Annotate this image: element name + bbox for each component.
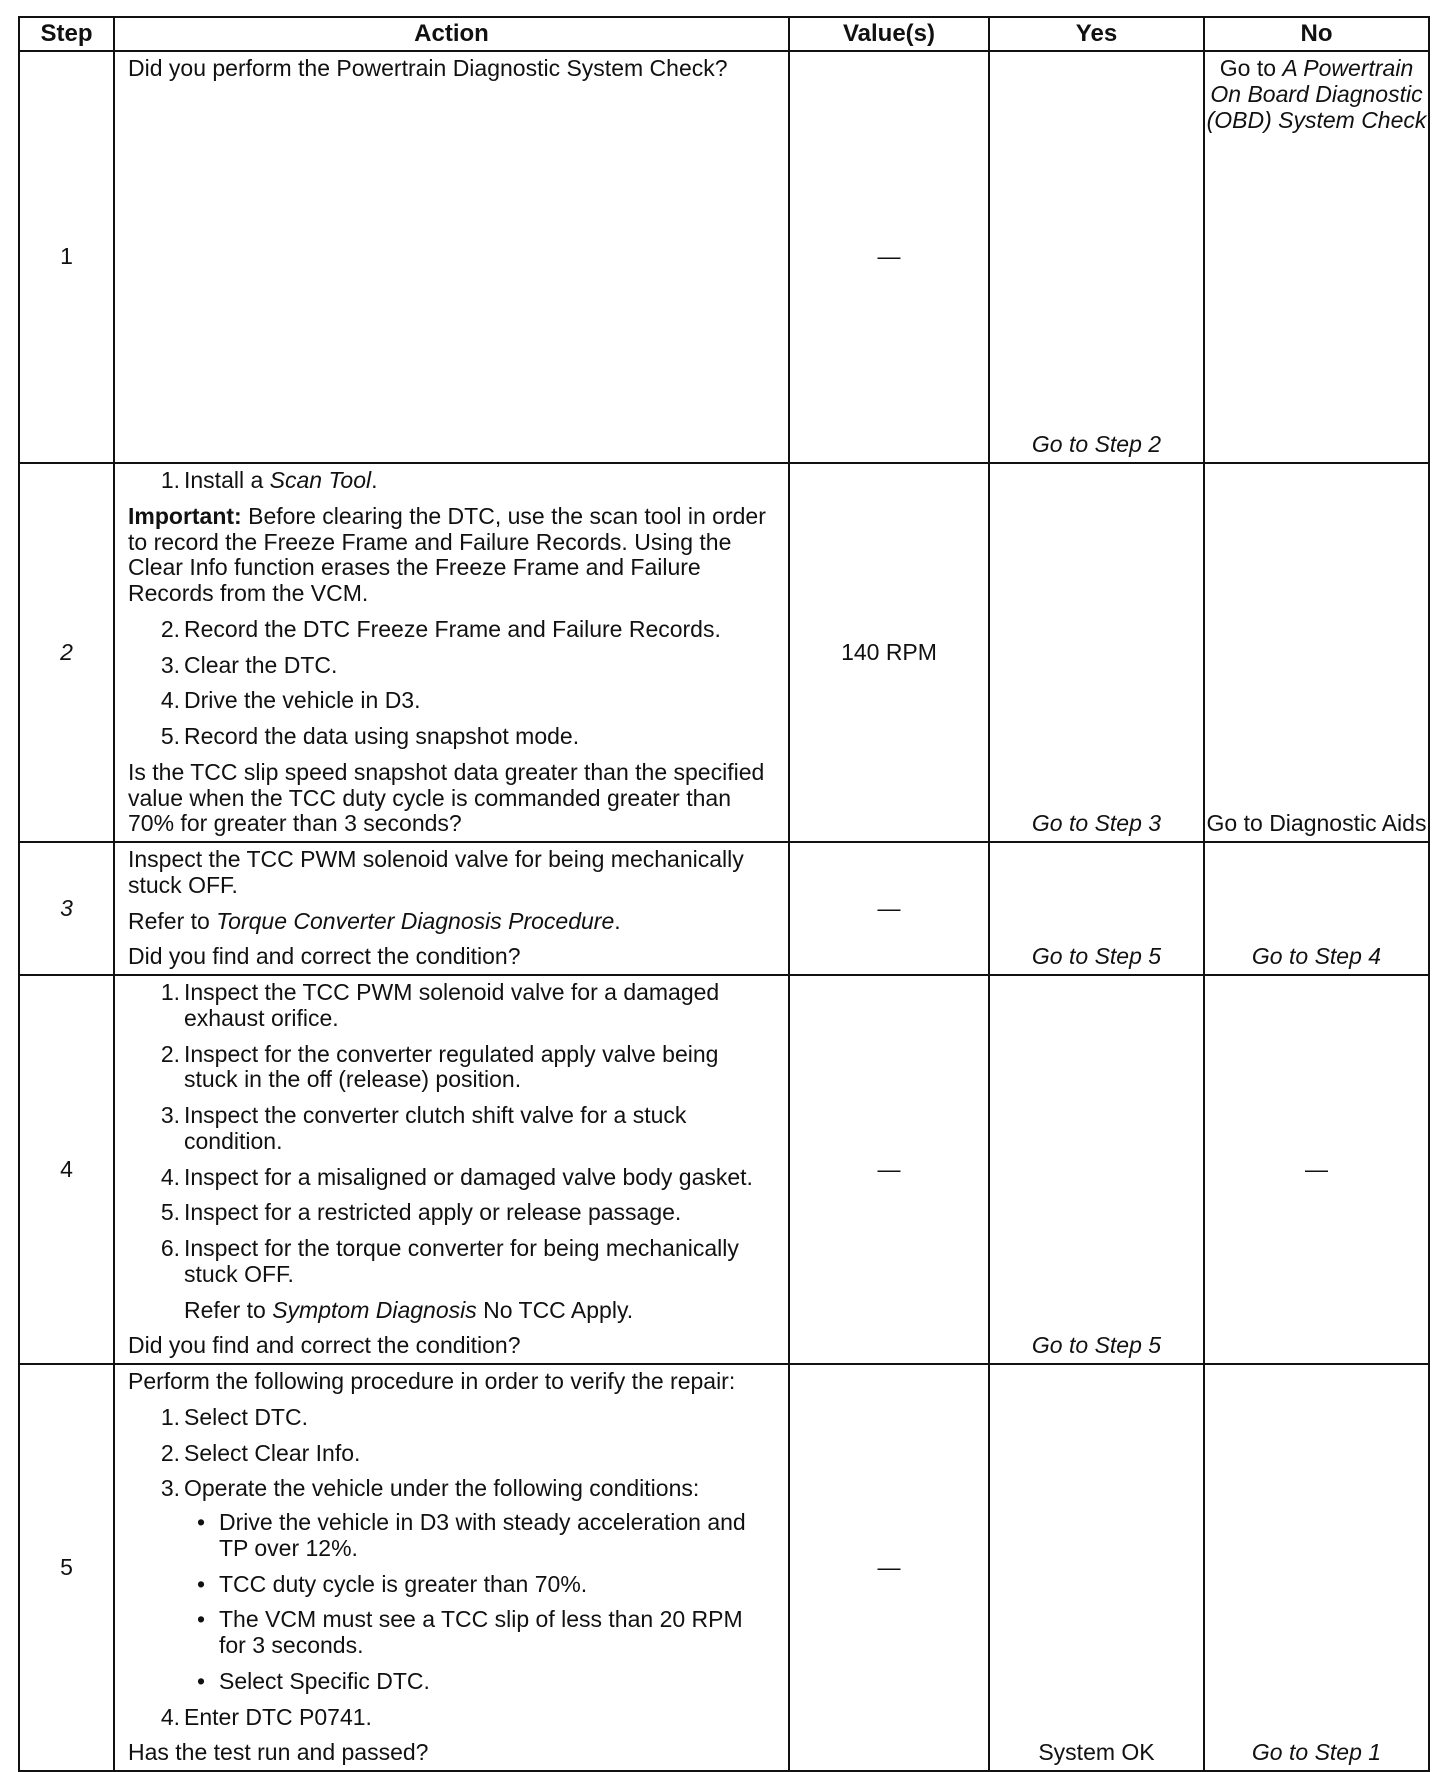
list-text: Drive the vehicle in D3. (184, 687, 421, 714)
action-cell (114, 463, 789, 842)
list-number: 3. (160, 1102, 180, 1128)
important-note (128, 504, 774, 607)
list-item (128, 1705, 774, 1731)
list-number: 3. (160, 651, 180, 678)
procedure-list (128, 468, 774, 494)
value-cell: 140 RPM (789, 463, 989, 842)
refer-line (128, 909, 774, 935)
scan-tool-link[interactable]: Scan Tool (269, 467, 372, 493)
header-yes: Yes (989, 17, 1204, 51)
list-number: 1. (160, 1403, 180, 1430)
yes-cell[interactable]: Go to Step 2 (989, 51, 1204, 463)
refer-suffix: No TCC Apply. (476, 1296, 634, 1323)
list-number: 1. (160, 979, 180, 1005)
bullet-item: • Select Specific DTC. (184, 1669, 774, 1695)
action-question: Did you perform the Powertrain Diagnostic System Check? (128, 55, 728, 81)
important-text: Before clearing the DTC, use the scan tool in order to record the Freeze Frame and Failure Records. Using the Clear Info function erases the Freeze Frame and Failure Records from the VCM. (128, 502, 766, 606)
action-question: Has the test run and passed? (128, 1739, 429, 1766)
list-text-suffix: . (371, 467, 378, 493)
value-cell: — (789, 1364, 989, 1771)
list-text: Enter DTC P0741. (184, 1703, 372, 1730)
list-item (128, 1476, 774, 1694)
list-item (128, 1441, 774, 1467)
list-text: Clear the DTC. (184, 651, 338, 678)
list-text: Operate the vehicle under the following conditions: (184, 1475, 700, 1502)
list-text: Inspect for a restricted apply or release passage. (184, 1199, 682, 1226)
header-row (19, 17, 1429, 51)
action-question: Did you find and correct the condition? (128, 943, 521, 970)
list-item (128, 980, 774, 1032)
procedure-list (128, 1405, 774, 1731)
action-intro: Perform the following procedure in order to verify the repair: (128, 1368, 736, 1394)
table-row-step-1 (19, 51, 1429, 463)
list-item (128, 1165, 774, 1191)
header-action: Action (114, 17, 789, 51)
table-row-step-4 (19, 975, 1429, 1364)
no-cell: — (1204, 975, 1429, 1364)
step-number: 5 (19, 1364, 114, 1771)
list-number: 4. (160, 687, 180, 714)
list-number: 2. (160, 1040, 180, 1067)
list-number: 3. (160, 1475, 180, 1502)
list-item (128, 1200, 774, 1226)
list-item (128, 688, 774, 714)
list-item (128, 1236, 774, 1288)
diagnostic-table (18, 16, 1430, 1772)
list-text: Inspect for the torque converter for being mechanically stuck OFF. (184, 1235, 739, 1287)
list-text: Record the data using snapshot mode. (184, 723, 580, 749)
action-question: Is the TCC slip speed snapshot data greater than the specified value when the TCC duty cycle is commanded greater than 70% for greater than 3 seconds? (128, 758, 765, 837)
no-link[interactable]: A Powertrain On Board Diagnostic (OBD) System Check (1206, 55, 1427, 133)
header-no: No (1204, 17, 1429, 51)
no-cell[interactable]: Go to Step 1 (1204, 1364, 1429, 1771)
condition-bullets (184, 1510, 774, 1695)
symptom-diagnosis-link[interactable]: Symptom Diagnosis (272, 1296, 477, 1323)
header-step: Step (19, 17, 114, 51)
value-cell: — (789, 51, 989, 463)
table-row-step-5 (19, 1364, 1429, 1771)
yes-cell: System OK (989, 1364, 1204, 1771)
procedure-list (128, 617, 774, 750)
list-text: Select DTC. (184, 1403, 308, 1430)
list-item (128, 617, 774, 643)
list-text: Inspect the converter clutch shift valve for a stuck condition. (184, 1102, 687, 1154)
action-cell (114, 975, 789, 1364)
value-cell: — (789, 975, 989, 1364)
yes-cell[interactable]: Go to Step 3 (989, 463, 1204, 842)
list-item (128, 653, 774, 679)
list-text: Record the DTC Freeze Frame and Failure Records. (184, 615, 721, 642)
no-cell[interactable]: Go to Diagnostic Aids (1204, 463, 1429, 842)
bullet-item: • TCC duty cycle is greater than 70%. (184, 1572, 774, 1598)
no-prefix: Go to (1219, 55, 1283, 81)
yes-cell[interactable]: Go to Step 5 (989, 842, 1204, 975)
bullet-item: • The VCM must see a TCC slip of less than 20 RPM for 3 seconds. (184, 1607, 774, 1659)
refer-line (128, 1298, 774, 1324)
table-row-step-2 (19, 463, 1429, 842)
list-item (128, 724, 774, 750)
yes-cell[interactable]: Go to Step 5 (989, 975, 1204, 1364)
list-number: 2. (160, 615, 180, 642)
table-row-step-3 (19, 842, 1429, 975)
bullet-item: • Drive the vehicle in D3 with steady acceleration and TP over 12%. (184, 1510, 774, 1562)
list-number: 4. (160, 1163, 180, 1190)
refer-prefix: Refer to (184, 1296, 273, 1323)
list-item (128, 1103, 774, 1155)
no-cell[interactable]: Go to Step 4 (1204, 842, 1429, 975)
list-text: Inspect for the converter regulated apply valve being stuck in the off (release) position. (184, 1040, 719, 1093)
action-cell (114, 1364, 789, 1771)
list-item (128, 1042, 774, 1094)
header-values: Value(s) (789, 17, 989, 51)
list-item (128, 1405, 774, 1431)
list-number: 6. (160, 1235, 180, 1261)
torque-converter-link[interactable]: Torque Converter Diagnosis Procedure (216, 907, 615, 934)
step-number: 2 (19, 463, 114, 842)
step-number: 3 (19, 842, 114, 975)
action-cell (114, 842, 789, 975)
refer-prefix: Refer to (128, 907, 217, 934)
value-cell: — (789, 842, 989, 975)
action-question: Did you find and correct the condition? (128, 1332, 521, 1359)
step-number: 4 (19, 975, 114, 1364)
action-cell (114, 51, 789, 463)
step-number: 1 (19, 51, 114, 463)
list-text: Inspect the TCC PWM solenoid valve for a damaged exhaust orifice. (184, 979, 720, 1031)
action-text: Inspect the TCC PWM solenoid valve for being mechanically stuck OFF. (128, 846, 744, 898)
list-number: 1. (160, 467, 180, 493)
list-number: 4. (160, 1703, 180, 1730)
no-cell[interactable] (1204, 51, 1429, 463)
list-item (128, 468, 774, 494)
important-label: Important: (128, 502, 242, 529)
list-text: Inspect for a misaligned or damaged valve body gasket. (184, 1163, 753, 1190)
list-number: 5. (160, 1199, 180, 1226)
list-text: Select Clear Info. (184, 1439, 361, 1466)
list-number: 5. (160, 723, 180, 749)
list-number: 2. (160, 1439, 180, 1466)
procedure-list (128, 980, 774, 1288)
refer-suffix: . (614, 907, 621, 934)
list-text: Install a (184, 467, 270, 493)
